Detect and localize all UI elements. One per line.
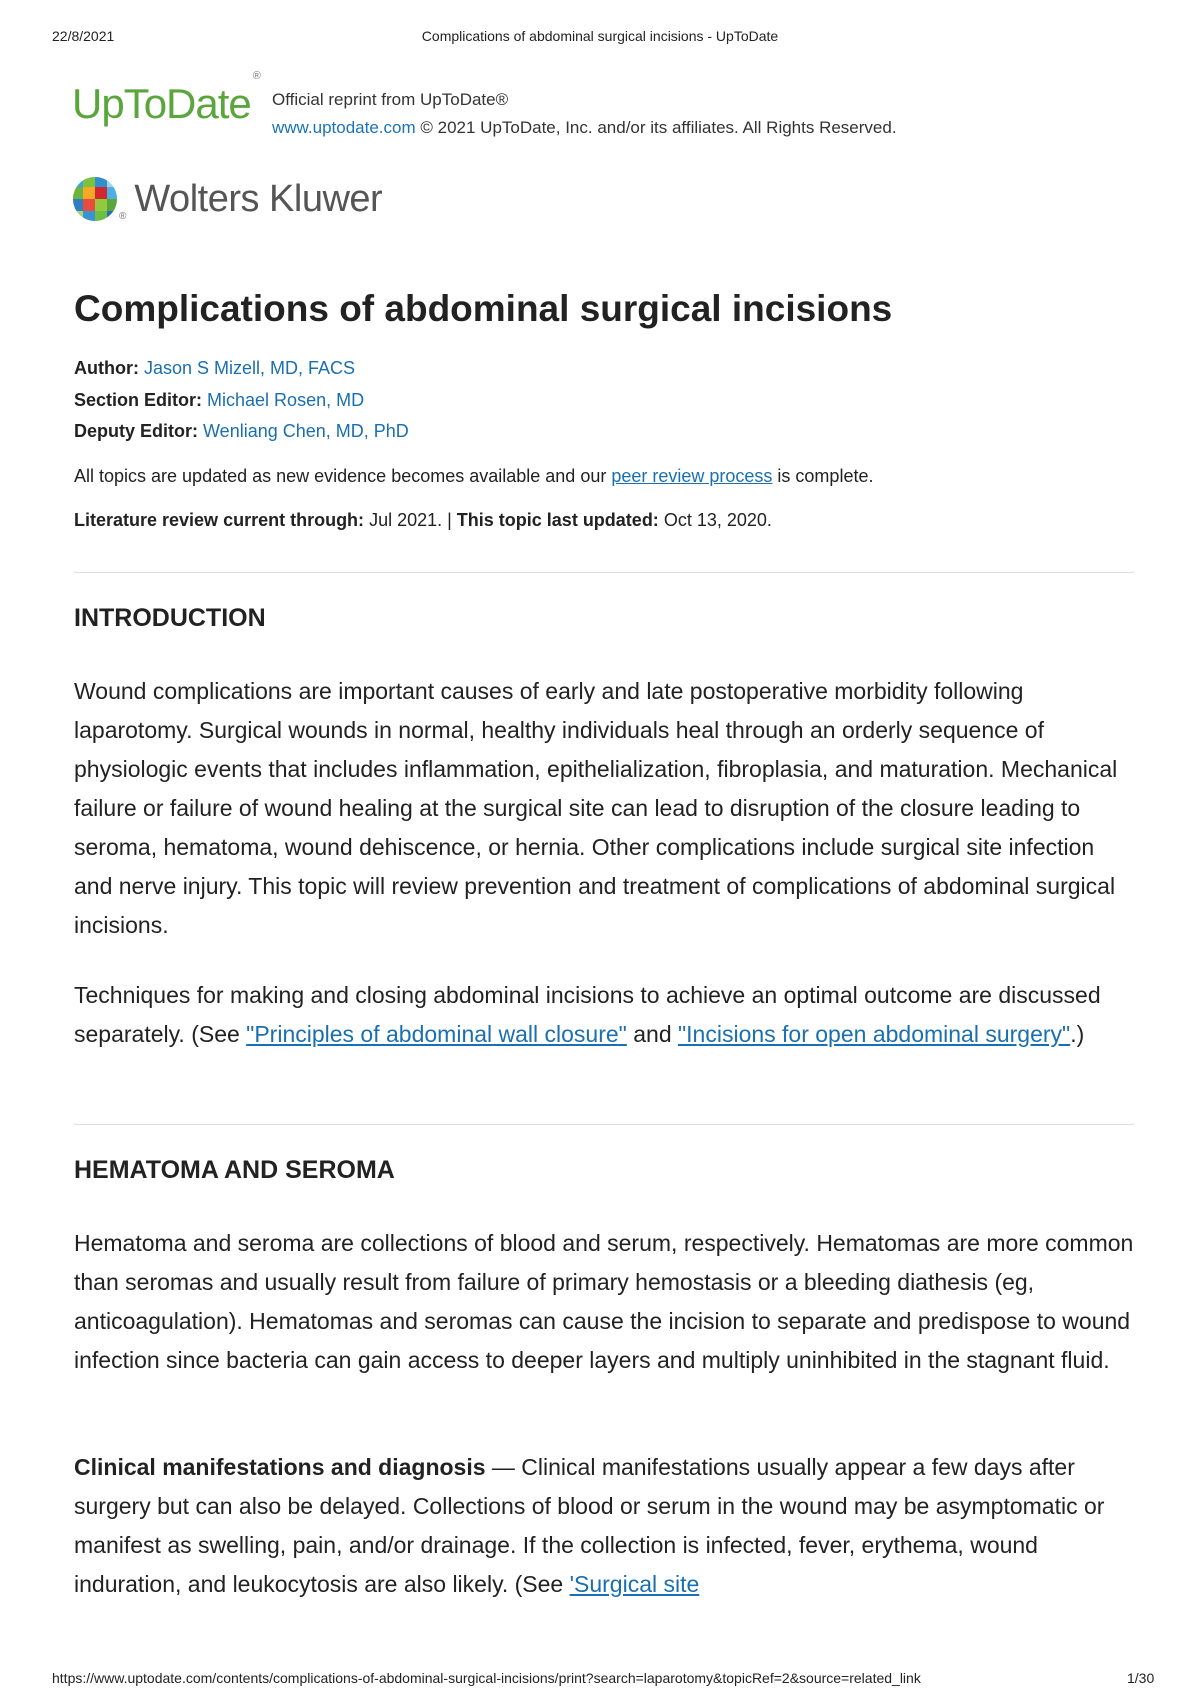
- hematoma-paragraph-1: Hematoma and seroma are collections of blood and serum, respectively. Hematomas are more common than seromas and usually result from failure of primary hemostasis or a bleeding diathesis (eg, anticoagulation). Hematomas and seromas can cause the incision to separate and predispose to wound infection since bacteria can gain access to deeper layers and multiply uninhibited in the stagnant fluid.: [74, 1230, 1134, 1373]
- intro-p2-text: Techniques for making and closing abdominal incisions to achieve an optimal outcome are discussed separately. (See: [74, 982, 1101, 1047]
- wolters-kluwer-mark-icon: [72, 176, 118, 222]
- wolters-kluwer-logo: [72, 176, 382, 222]
- link-principles-closure[interactable]: "Principles of abdominal wall closure": [246, 1021, 627, 1047]
- last-updated-value: Oct 13, 2020.: [658, 510, 772, 530]
- intro-paragraph-2: [74, 976, 1134, 1054]
- publisher-name: Wolters Kluwer: [134, 177, 383, 220]
- clinical-manifestations-subheading: Clinical manifestations and diagnosis: [74, 1454, 486, 1480]
- lit-review-value: Jul 2021. |: [364, 510, 457, 530]
- section-heading-introduction: INTRODUCTION: [74, 604, 266, 632]
- page-number: 1/30: [1127, 1670, 1155, 1686]
- update-note-end: is complete.: [772, 466, 874, 486]
- peer-review-link[interactable]: peer review process: [611, 466, 773, 486]
- print-url: https://www.uptodate.com/contents/complications-of-abdominal-surgical-incisions/print?search=laparotomy&topicRef=2&source=related_link: [52, 1670, 921, 1686]
- copyright-text: © 2021 UpToDate, Inc. and/or its affiliates. All Rights Reserved.: [420, 118, 897, 137]
- uptodate-logo[interactable]: [72, 70, 260, 128]
- divider: [74, 1124, 1134, 1125]
- author-line: [74, 356, 355, 380]
- logo-text: UpToDate: [72, 80, 251, 127]
- deputy-editor-line: [74, 419, 409, 443]
- reprint-notice: [272, 86, 897, 142]
- intro-p2-and: and: [626, 1021, 678, 1047]
- author-label: Author:: [74, 358, 139, 378]
- author-link[interactable]: Jason S Mizell, MD, FACS: [144, 358, 356, 378]
- hematoma-paragraph-2: [74, 1448, 1134, 1604]
- intro-p2-end: .): [1070, 1021, 1085, 1047]
- print-date: 22/8/2021: [52, 28, 115, 44]
- review-dates: [74, 508, 772, 532]
- reprint-line: Official reprint from UpToDate®: [272, 90, 509, 109]
- last-updated-label: This topic last updated:: [456, 510, 659, 530]
- update-note-text: All topics are updated as new evidence becomes available and our: [74, 466, 612, 486]
- lit-review-label: Literature review current through:: [74, 510, 365, 530]
- link-surgical-site[interactable]: 'Surgical site: [569, 1571, 700, 1597]
- section-heading-hematoma-seroma: HEMATOMA AND SEROMA: [74, 1156, 395, 1184]
- link-incisions-open-surgery[interactable]: "Incisions for open abdominal surgery": [678, 1021, 1071, 1047]
- deputy-editor-label: Deputy Editor:: [74, 421, 198, 441]
- copyright-line: [272, 114, 897, 142]
- article-title: Complications of abdominal surgical incisions: [74, 288, 893, 329]
- section-editor-line: [74, 388, 364, 412]
- publisher-reg-mark: ®: [119, 211, 127, 222]
- intro-paragraph-1: Wound complications are important causes of early and late postoperative morbidity following laparotomy. Surgical wounds in normal, healthy individuals heal through an orderly sequence of physiologic events that includes inflammation, epithelialization, fibroplasia, and maturation. Mechanical failure or failure of wound healing at the surgical site can lead to disruption of the closure leading to seroma, hematoma, wound dehiscence, or hernia. Other complications include surgical site infection and nerve injury. This topic will review prevention and treatment of complications of abdominal surgical incisions.: [74, 678, 1118, 938]
- hematoma-p2-text: — Clinical manifestations usually appear a few days after surgery but can also be delayed. Collections of blood or serum in the wound may be asymptomatic or manifest as swelling, pain, and/or drainage. If the collection is infected, fever, erythema, wound induration, and leukocytosis are also likely. (See: [74, 1454, 1105, 1597]
- update-note: [74, 464, 873, 488]
- deputy-editor-link[interactable]: Wenliang Chen, MD, PhD: [203, 421, 409, 441]
- site-link[interactable]: www.uptodate.com: [272, 118, 416, 137]
- divider: [74, 572, 1134, 573]
- section-editor-link[interactable]: Michael Rosen, MD: [207, 390, 365, 410]
- section-editor-label: Section Editor:: [74, 390, 203, 410]
- logo-reg-mark: ®: [252, 70, 260, 82]
- print-title: Complications of abdominal surgical incisions - UpToDate: [421, 28, 779, 44]
